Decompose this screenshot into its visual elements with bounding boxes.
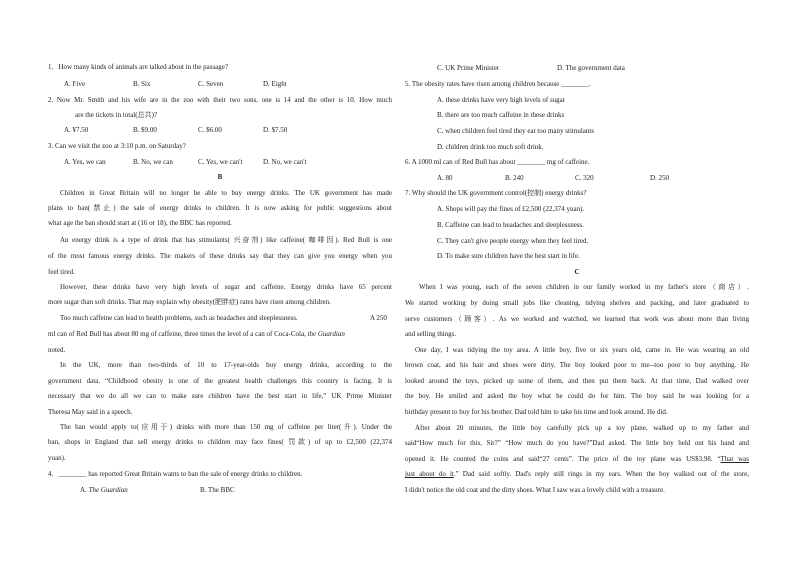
q7-option-c: C. They can't give people energy when they feel tired. (437, 237, 589, 245)
q7-option-b: B. Caffeine can lead to headaches and sleeplessness. (437, 221, 585, 229)
question-3: 3. Can we visit the zoo at 3:10 p.m. on Saturday? (48, 142, 186, 150)
para2-line-2: of the most famous energy drinks. The makers of these drinks say that they can give you energy when you (48, 252, 392, 260)
q4-option-a: A. The Guardian (80, 486, 128, 494)
q2-option-c: C. $6.00 (198, 126, 222, 134)
q1-option-d: D. Eight (263, 80, 287, 88)
c-para2-line-1: One day, I was tidying the toy area. A little boy, five or six years old, came in. He was wearing an old (415, 346, 749, 354)
para5-line-1: In the UK, more than two-thirds of 10 to 17-year-olds buy energy drinks, according to the (60, 361, 392, 369)
section-b-heading: B (217, 173, 223, 181)
q1-option-b: B. Six (133, 80, 151, 88)
question-6: 6. A 1000 ml can of Red Bull has about ________ mg of caffeine. (405, 158, 590, 166)
para4-line-2: ml can of Red Bull has about 80 mg of caffeine, three times the level of a can of Coca-Cola, the Guardian (48, 330, 345, 338)
c-para2-line-2: brown coat, and his hair and shoes were dirty. The boy looked poor to me--too poor to buy anything. He (405, 361, 749, 369)
c-para1-line-1: When I was young, each of the seven children in our family worked in my father's store（商店）. (419, 283, 749, 291)
para4-line-1-end: A 250 (370, 314, 387, 322)
para6-line-2: ban, shops in England that sell energy drinks to children may face fines( 罚款) of up to £2,500 (22,374 (48, 438, 392, 446)
q3-option-c: C. Yes, we can't (198, 158, 243, 166)
para6-line-1: The ban would apply to(应用于) drinks with more than 150 mg of caffeine per liter(升). Under the (60, 423, 392, 431)
para1-line-1: Children in Great Britain will no longer be able to buy energy drinks. The UK government has made (60, 189, 392, 197)
para3-line-2: more sugar than soft drinks. That may explain why obesity(肥胖症) rates have risen among children. (48, 298, 331, 306)
q6-option-c: C. 320 (575, 174, 594, 182)
question-1: 1．How many kinds of animals are talked about in the passage? (48, 63, 229, 71)
q6-option-a: A. 80 (437, 174, 453, 182)
q1-option-a: A. Five (64, 80, 85, 88)
q5-option-c: C. when children feel tired they eat too many stimulants (437, 127, 595, 135)
c-para3-line-5: I didn't notice the old coat and the dirty shoes. What I saw was a lovely child with a treasure. (405, 486, 665, 494)
q4-option-c: C. UK Prime Minister (437, 64, 500, 72)
para1-line-3: what age the ban should start at (16 or 18), the BBC has reported. (48, 219, 232, 227)
guardian-citation: the Guardian (307, 330, 345, 338)
c-para2-line-5: birthday present to buy for his brother. Dad told him to take his time and look around. He did. (405, 408, 668, 416)
q5-option-d: D. children drink too much soft drink. (437, 143, 544, 151)
q4-option-b: B. The BBC (200, 486, 235, 494)
question-7: 7. Why should the UK government control(控制) energy drinks? (405, 189, 587, 197)
q5-option-a: A. these drinks have very high levels of sugar (437, 96, 566, 104)
para4-line-3: noted. (48, 346, 66, 354)
c-para1-line-2: We started working by doing small jobs like cleaning, tidying shelves and packing, and later graduated to (405, 299, 749, 307)
question-4: 4．________ has reported Great Britain wants to ban the sale of energy drinks to children. (48, 470, 303, 478)
q3-option-d: D. No, we can't (263, 158, 307, 166)
q2-option-a: A. ¥7.50 (64, 126, 89, 134)
para5-line-3: necessary that we do all we can to make sure children have the best start in life,” UK Prime Minister (48, 392, 392, 400)
para5-line-4: Theresa May said in a speech. (48, 408, 133, 416)
c-para3-line-1: After about 20 minutes, the little boy carefully pick up a toy plane, walked up to my father and (415, 424, 749, 432)
para4-line-1: Too much caffeine can lead to health problems, such as headaches and sleeplessness. (60, 314, 298, 322)
q7-option-d: D. To make sure children have the best start in life. (437, 252, 580, 260)
q6-option-b: B. 240 (505, 174, 524, 182)
question-2-line-1: 2. Now Mr. Smith and his wife are in the zoo with their two sons, one is 14 and the other is 10. How much (48, 96, 392, 104)
quote-underlined-1: That was (720, 455, 749, 463)
c-para2-line-3: looked around the toys, picked up some of them, and then put them back. At that time, Dad walked over (405, 377, 749, 385)
q3-option-a: A. Yes, we can (64, 158, 106, 166)
para3-line-1: However, these drinks have very high levels of sugar and caffeine. Energy drinks have 65 percent (60, 283, 392, 291)
question-2-line-2: are the tickets in total(总共)? (75, 111, 158, 119)
c-para2-line-4: the boy. He smiled and asked the boy what he could do for him. The boy said he was looking for a (405, 392, 749, 400)
c-para1-line-4: and selling things. (405, 330, 457, 338)
section-c-heading: C (574, 268, 580, 276)
q1-option-c: C. Seven (198, 80, 224, 88)
c-para3-line-4: just about do it.” Dad said softly. Dad's reply still rings in my ears. When the boy walked out of the store, (405, 470, 750, 478)
q5-option-b: B. there are too much caffeine in these drinks (437, 111, 565, 119)
para2-line-1: An energy drink is a type of drink that has stimulants( 兴奋剂) like caffeine( 咖啡因). Red Bull is one (60, 236, 392, 244)
para2-line-3: feel tired. (48, 268, 75, 276)
para1-line-2: plans to ban(禁止) the sale of energy drinks to children. It is now asking for public suggestions about (48, 204, 392, 212)
q2-option-b: B. $9.00 (133, 126, 157, 134)
q7-option-a: A. Shops will pay the fines of £2,500 (22,374 yuan). (437, 205, 585, 213)
q2-option-d: D. $7.50 (263, 126, 288, 134)
q4-option-d: D. The government data (557, 64, 625, 72)
para5-line-2: government data. “Childhood obesity is one of the greatest health challenges this country is facing. It is (48, 377, 392, 385)
q6-option-d: D. 250 (650, 174, 670, 182)
c-para3-line-3: opened it. He counted the coins and said“27 cents”. The price of the toy plane was US$3.98. “That was (405, 455, 749, 463)
c-para3-line-2: said“How much for this, Sir?” “How much do you have?”Dad asked. The little boy held out his hand and (405, 439, 749, 447)
para6-line-3: yuan). (48, 454, 66, 462)
q3-option-b: B. No, we can (133, 158, 173, 166)
c-para1-line-3: serve customers（顾客）. As we worked and watched, we learned that work was about more than living (405, 315, 749, 323)
question-5: 5. The obesity rates have risen among children because ________. (405, 80, 591, 88)
quote-underlined-2: just about do it (405, 470, 454, 478)
